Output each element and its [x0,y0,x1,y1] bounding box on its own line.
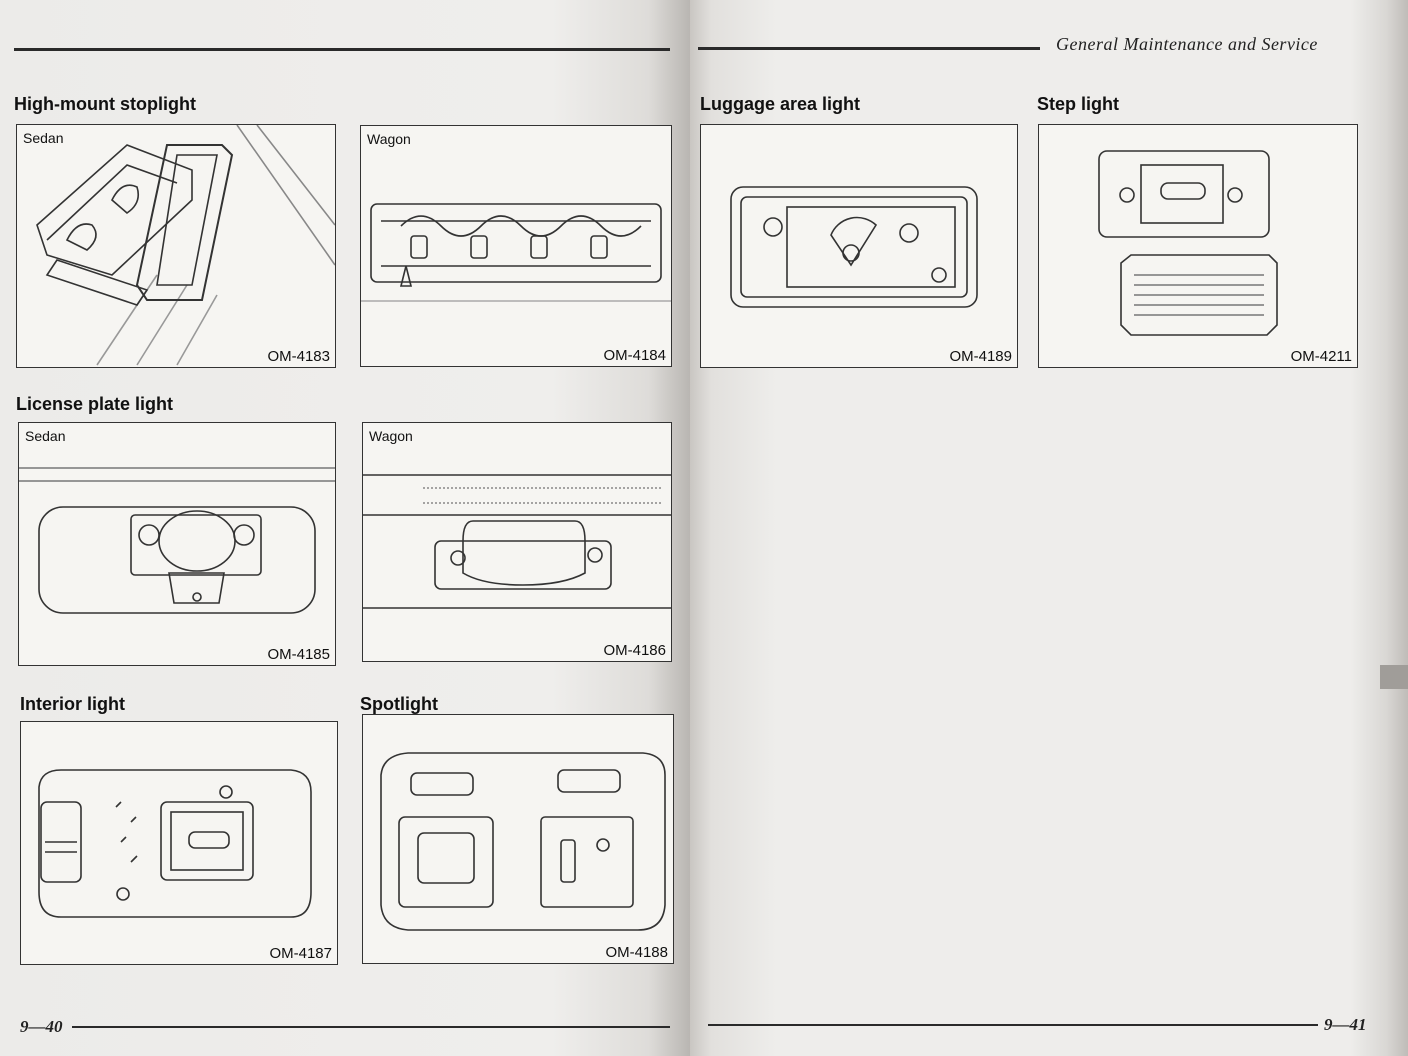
bottom-rule-right [708,1024,1318,1026]
figure-license-sedan [18,422,336,666]
figure-label: Sedan [25,428,66,444]
figure-high-mount-wagon [360,125,672,367]
right-page [690,0,1408,1056]
figure-code: OM-4183 [267,348,330,365]
figure-step-light [1038,124,1358,368]
figure-code: OM-4188 [605,944,668,961]
figure-code: OM-4186 [603,642,666,659]
stoplight-sedan-illustration [17,125,335,367]
license-wagon-illustration [363,423,671,661]
section-title-high-mount-stoplight: High-mount stoplight [14,94,196,114]
section-title-interior-light: Interior light [20,694,125,714]
page-number-left: 9—40 [20,1017,63,1036]
page-number-right: 9—41 [1324,1015,1367,1034]
figure-label: Wagon [367,131,411,147]
figure-luggage-area-light [700,124,1018,368]
spotlight-illustration [363,715,673,963]
stoplight-wagon-illustration [361,126,671,366]
interior-light-illustration [21,722,337,964]
figure-spotlight [362,714,674,964]
section-title-step-light: Step light [1037,94,1119,114]
section-title-luggage-area-light: Luggage area light [700,94,861,114]
top-rule [14,48,670,51]
figure-interior-light [20,721,338,965]
figure-code: OM-4187 [269,945,332,962]
figure-high-mount-sedan [16,124,336,368]
page-edge-tab [1380,665,1408,689]
figure-license-wagon [362,422,672,662]
luggage-light-illustration [701,125,1017,367]
bottom-rule-left [72,1026,670,1028]
running-head: General Maintenance and Service [1056,34,1318,54]
figure-label: Sedan [23,130,64,146]
top-rule-right [698,47,1040,50]
figure-code: OM-4211 [1290,348,1352,365]
figure-code: OM-4185 [267,646,330,663]
step-light-illustration [1039,125,1357,367]
figure-code: OM-4189 [949,348,1012,365]
figure-label: Wagon [369,428,413,444]
left-page [0,0,690,1056]
section-title-spotlight: Spotlight [360,694,438,714]
figure-code: OM-4184 [603,347,666,364]
section-title-license-plate-light: License plate light [16,394,174,414]
license-sedan-illustration [19,423,335,665]
